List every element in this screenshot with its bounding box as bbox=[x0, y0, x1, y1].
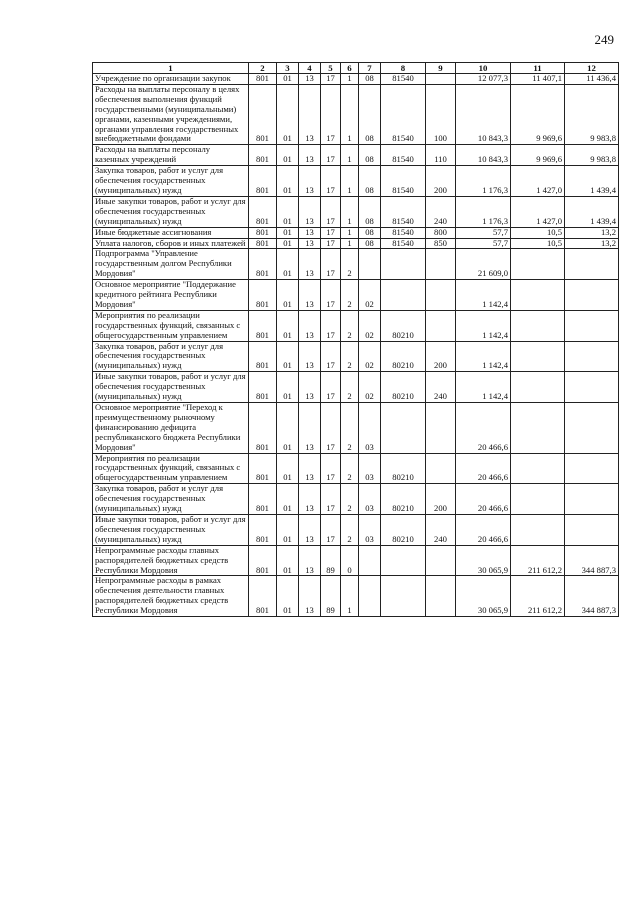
row-cell-8: 81540 bbox=[381, 74, 426, 85]
column-header-3: 3 bbox=[277, 63, 299, 74]
row-cell-6: 1 bbox=[341, 166, 359, 197]
row-cell-8: 80210 bbox=[381, 484, 426, 515]
row-cell-12 bbox=[565, 453, 619, 484]
row-cell-5: 17 bbox=[321, 166, 341, 197]
row-cell-8 bbox=[381, 403, 426, 454]
row-cell-2: 801 bbox=[249, 196, 277, 227]
row-cell-2: 801 bbox=[249, 74, 277, 85]
row-cell-11 bbox=[511, 453, 565, 484]
row-cell-11: 11 407,1 bbox=[511, 74, 565, 85]
row-cell-8: 80210 bbox=[381, 453, 426, 484]
row-cell-11: 1 427,0 bbox=[511, 166, 565, 197]
row-cell-11: 211 612,2 bbox=[511, 545, 565, 576]
column-header-12: 12 bbox=[565, 63, 619, 74]
row-name-cell: Непрограммные расходы главных распорядителей бюджетных средств Республики Мордовия bbox=[93, 545, 249, 576]
row-cell-2: 801 bbox=[249, 484, 277, 515]
row-cell-8: 80210 bbox=[381, 514, 426, 545]
row-name-cell: Закупка товаров, работ и услуг для обеспечения государственных (муниципальных) нужд bbox=[93, 341, 249, 372]
row-cell-4: 13 bbox=[299, 145, 321, 166]
row-cell-9: 200 bbox=[426, 166, 456, 197]
row-cell-10: 30 065,9 bbox=[456, 545, 511, 576]
row-name-cell: Уплата налогов, сборов и иных платежей bbox=[93, 238, 249, 249]
row-cell-10: 57,7 bbox=[456, 227, 511, 238]
row-cell-5: 17 bbox=[321, 74, 341, 85]
row-cell-5: 17 bbox=[321, 84, 341, 144]
column-header-2: 2 bbox=[249, 63, 277, 74]
table-row bbox=[93, 249, 619, 280]
row-cell-8 bbox=[381, 280, 426, 311]
column-header-6: 6 bbox=[341, 63, 359, 74]
row-cell-11 bbox=[511, 403, 565, 454]
table-row bbox=[93, 403, 619, 454]
row-cell-2: 801 bbox=[249, 403, 277, 454]
row-cell-5: 89 bbox=[321, 576, 341, 617]
row-cell-11 bbox=[511, 280, 565, 311]
row-cell-7: 03 bbox=[359, 514, 381, 545]
row-cell-3: 01 bbox=[277, 453, 299, 484]
table-row bbox=[93, 453, 619, 484]
row-cell-2: 801 bbox=[249, 280, 277, 311]
row-cell-2: 801 bbox=[249, 238, 277, 249]
row-cell-7: 08 bbox=[359, 227, 381, 238]
row-cell-8: 80210 bbox=[381, 341, 426, 372]
row-cell-6: 2 bbox=[341, 484, 359, 515]
row-cell-3: 01 bbox=[277, 227, 299, 238]
row-cell-7: 03 bbox=[359, 484, 381, 515]
row-name-cell: Основное мероприятие "Переход к преимущественному рыночному финансированию дефицита республиканского бюджета Республики Мордовия" bbox=[93, 403, 249, 454]
row-cell-12: 1 439,4 bbox=[565, 166, 619, 197]
column-header-5: 5 bbox=[321, 63, 341, 74]
row-cell-12 bbox=[565, 341, 619, 372]
row-cell-7: 02 bbox=[359, 372, 381, 403]
table-row bbox=[93, 84, 619, 144]
row-name-cell: Расходы на выплаты персоналу казенных учреждений bbox=[93, 145, 249, 166]
row-cell-3: 01 bbox=[277, 238, 299, 249]
row-cell-11: 10,5 bbox=[511, 238, 565, 249]
row-cell-4: 13 bbox=[299, 166, 321, 197]
row-cell-6: 2 bbox=[341, 280, 359, 311]
row-cell-6: 1 bbox=[341, 227, 359, 238]
row-cell-6: 2 bbox=[341, 249, 359, 280]
row-cell-5: 17 bbox=[321, 341, 341, 372]
row-cell-7: 03 bbox=[359, 453, 381, 484]
table-row bbox=[93, 545, 619, 576]
row-cell-7: 02 bbox=[359, 310, 381, 341]
row-cell-12: 11 436,4 bbox=[565, 74, 619, 85]
row-cell-3: 01 bbox=[277, 403, 299, 454]
table-row bbox=[93, 145, 619, 166]
row-cell-2: 801 bbox=[249, 576, 277, 617]
row-cell-11: 1 427,0 bbox=[511, 196, 565, 227]
row-cell-3: 01 bbox=[277, 484, 299, 515]
row-cell-11 bbox=[511, 484, 565, 515]
row-cell-12 bbox=[565, 310, 619, 341]
row-name-cell: Расходы на выплаты персоналу в целях обеспечения выполнения функций государственными (муниципальными) органами, казенными учреждениями, органами управления государственных внебюджетными фондами bbox=[93, 84, 249, 144]
row-cell-6: 0 bbox=[341, 545, 359, 576]
row-cell-4: 13 bbox=[299, 249, 321, 280]
row-cell-10: 1 176,3 bbox=[456, 166, 511, 197]
row-cell-5: 17 bbox=[321, 372, 341, 403]
row-cell-3: 01 bbox=[277, 84, 299, 144]
table-row bbox=[93, 484, 619, 515]
row-cell-8: 81540 bbox=[381, 227, 426, 238]
table-row bbox=[93, 514, 619, 545]
row-cell-9: 200 bbox=[426, 484, 456, 515]
row-cell-6: 2 bbox=[341, 372, 359, 403]
row-cell-8: 80210 bbox=[381, 372, 426, 403]
row-cell-7: 08 bbox=[359, 145, 381, 166]
row-cell-9 bbox=[426, 576, 456, 617]
row-cell-10: 1 142,4 bbox=[456, 372, 511, 403]
table-header-row bbox=[93, 63, 619, 74]
row-cell-2: 801 bbox=[249, 227, 277, 238]
table-row bbox=[93, 166, 619, 197]
row-cell-8 bbox=[381, 576, 426, 617]
row-cell-9 bbox=[426, 280, 456, 311]
row-cell-11: 10,5 bbox=[511, 227, 565, 238]
row-cell-10: 1 142,4 bbox=[456, 341, 511, 372]
row-cell-10: 1 142,4 bbox=[456, 280, 511, 311]
row-cell-3: 01 bbox=[277, 145, 299, 166]
row-cell-12: 1 439,4 bbox=[565, 196, 619, 227]
column-header-9: 9 bbox=[426, 63, 456, 74]
row-name-cell: Закупка товаров, работ и услуг для обеспечения государственных (муниципальных) нужд bbox=[93, 166, 249, 197]
row-cell-2: 801 bbox=[249, 372, 277, 403]
row-cell-11 bbox=[511, 514, 565, 545]
row-name-cell: Мероприятия по реализации государственных функций, связанных с общегосударственным управлением bbox=[93, 310, 249, 341]
row-cell-8: 81540 bbox=[381, 196, 426, 227]
row-cell-6: 2 bbox=[341, 310, 359, 341]
row-cell-3: 01 bbox=[277, 341, 299, 372]
row-cell-7: 08 bbox=[359, 196, 381, 227]
row-cell-7: 02 bbox=[359, 341, 381, 372]
row-cell-5: 17 bbox=[321, 145, 341, 166]
row-cell-5: 17 bbox=[321, 238, 341, 249]
row-name-cell: Непрограммные расходы в рамках обеспечения деятельности главных распорядителей бюджетных средств Республики Мордовия bbox=[93, 576, 249, 617]
row-cell-7: 08 bbox=[359, 84, 381, 144]
budget-table bbox=[92, 62, 619, 617]
row-name-cell: Иные закупки товаров, работ и услуг для обеспечения государственных (муниципальных) нужд bbox=[93, 196, 249, 227]
row-cell-9 bbox=[426, 453, 456, 484]
row-name-cell: Учреждение по организации закупок bbox=[93, 74, 249, 85]
row-cell-6: 1 bbox=[341, 238, 359, 249]
row-cell-8: 81540 bbox=[381, 84, 426, 144]
row-cell-4: 13 bbox=[299, 227, 321, 238]
row-cell-2: 801 bbox=[249, 341, 277, 372]
row-cell-10: 30 065,9 bbox=[456, 576, 511, 617]
row-cell-5: 89 bbox=[321, 545, 341, 576]
row-cell-2: 801 bbox=[249, 84, 277, 144]
row-cell-2: 801 bbox=[249, 145, 277, 166]
row-cell-7: 08 bbox=[359, 166, 381, 197]
row-cell-4: 13 bbox=[299, 484, 321, 515]
row-cell-10: 10 843,3 bbox=[456, 145, 511, 166]
row-cell-3: 01 bbox=[277, 280, 299, 311]
column-header-10: 10 bbox=[456, 63, 511, 74]
row-name-cell: Иные бюджетные ассигнования bbox=[93, 227, 249, 238]
row-cell-11 bbox=[511, 372, 565, 403]
row-cell-7 bbox=[359, 249, 381, 280]
row-cell-12 bbox=[565, 484, 619, 515]
row-cell-2: 801 bbox=[249, 453, 277, 484]
row-cell-9 bbox=[426, 249, 456, 280]
row-cell-11: 9 969,6 bbox=[511, 145, 565, 166]
row-cell-9: 240 bbox=[426, 196, 456, 227]
row-cell-3: 01 bbox=[277, 576, 299, 617]
row-name-cell: Иные закупки товаров, работ и услуг для обеспечения государственных (муниципальных) нужд bbox=[93, 514, 249, 545]
row-cell-4: 13 bbox=[299, 280, 321, 311]
column-header-7: 7 bbox=[359, 63, 381, 74]
row-cell-3: 01 bbox=[277, 166, 299, 197]
row-cell-5: 17 bbox=[321, 249, 341, 280]
row-cell-7: 08 bbox=[359, 238, 381, 249]
row-cell-9: 240 bbox=[426, 514, 456, 545]
row-cell-4: 13 bbox=[299, 84, 321, 144]
row-name-cell: Основное мероприятие "Поддержание кредитного рейтинга Республики Мордовия" bbox=[93, 280, 249, 311]
table-row bbox=[93, 341, 619, 372]
row-cell-6: 2 bbox=[341, 341, 359, 372]
row-cell-9: 110 bbox=[426, 145, 456, 166]
column-header-8: 8 bbox=[381, 63, 426, 74]
row-name-cell: Иные закупки товаров, работ и услуг для обеспечения государственных (муниципальных) нужд bbox=[93, 372, 249, 403]
row-name-cell: Подпрограмма "Управление государственным долгом Республики Мордовия" bbox=[93, 249, 249, 280]
page-number: 249 bbox=[594, 32, 614, 47]
row-cell-3: 01 bbox=[277, 310, 299, 341]
row-cell-9: 240 bbox=[426, 372, 456, 403]
row-cell-2: 801 bbox=[249, 514, 277, 545]
row-cell-10: 1 142,4 bbox=[456, 310, 511, 341]
row-cell-9: 850 bbox=[426, 238, 456, 249]
row-cell-9 bbox=[426, 310, 456, 341]
row-cell-12: 9 983,8 bbox=[565, 145, 619, 166]
row-name-cell: Закупка товаров, работ и услуг для обеспечения государственных (муниципальных) нужд bbox=[93, 484, 249, 515]
row-cell-12 bbox=[565, 403, 619, 454]
row-cell-2: 801 bbox=[249, 166, 277, 197]
column-header-4: 4 bbox=[299, 63, 321, 74]
row-cell-5: 17 bbox=[321, 514, 341, 545]
row-cell-12 bbox=[565, 249, 619, 280]
column-header-1: 1 bbox=[93, 63, 249, 74]
row-cell-10: 1 176,3 bbox=[456, 196, 511, 227]
row-cell-7: 08 bbox=[359, 74, 381, 85]
row-cell-4: 13 bbox=[299, 310, 321, 341]
row-cell-6: 1 bbox=[341, 84, 359, 144]
row-cell-4: 13 bbox=[299, 545, 321, 576]
table-row bbox=[93, 227, 619, 238]
table-row bbox=[93, 280, 619, 311]
row-cell-10: 21 609,0 bbox=[456, 249, 511, 280]
row-cell-2: 801 bbox=[249, 545, 277, 576]
row-cell-4: 13 bbox=[299, 238, 321, 249]
row-cell-3: 01 bbox=[277, 514, 299, 545]
row-cell-5: 17 bbox=[321, 280, 341, 311]
row-cell-12 bbox=[565, 280, 619, 311]
row-cell-9 bbox=[426, 403, 456, 454]
table-row bbox=[93, 576, 619, 617]
row-cell-10: 20 466,6 bbox=[456, 514, 511, 545]
row-cell-5: 17 bbox=[321, 453, 341, 484]
row-cell-3: 01 bbox=[277, 74, 299, 85]
row-cell-8: 81540 bbox=[381, 145, 426, 166]
table-row bbox=[93, 310, 619, 341]
row-cell-6: 2 bbox=[341, 453, 359, 484]
row-cell-4: 13 bbox=[299, 372, 321, 403]
row-cell-3: 01 bbox=[277, 249, 299, 280]
table-row bbox=[93, 74, 619, 85]
row-name-cell: Мероприятия по реализации государственных функций, связанных с общегосударственным управлением bbox=[93, 453, 249, 484]
row-cell-7 bbox=[359, 576, 381, 617]
row-cell-4: 13 bbox=[299, 74, 321, 85]
row-cell-12: 13,2 bbox=[565, 238, 619, 249]
row-cell-11 bbox=[511, 249, 565, 280]
row-cell-5: 17 bbox=[321, 484, 341, 515]
table-body bbox=[93, 74, 619, 617]
row-cell-12 bbox=[565, 372, 619, 403]
row-cell-6: 1 bbox=[341, 576, 359, 617]
row-cell-6: 1 bbox=[341, 196, 359, 227]
row-cell-5: 17 bbox=[321, 196, 341, 227]
row-cell-5: 17 bbox=[321, 403, 341, 454]
row-cell-11: 9 969,6 bbox=[511, 84, 565, 144]
row-cell-6: 2 bbox=[341, 514, 359, 545]
row-cell-3: 01 bbox=[277, 196, 299, 227]
row-cell-3: 01 bbox=[277, 372, 299, 403]
row-cell-8: 81540 bbox=[381, 238, 426, 249]
row-cell-8: 80210 bbox=[381, 310, 426, 341]
row-cell-12: 344 887,3 bbox=[565, 545, 619, 576]
row-cell-9 bbox=[426, 74, 456, 85]
row-cell-8 bbox=[381, 545, 426, 576]
row-cell-4: 13 bbox=[299, 196, 321, 227]
row-cell-6: 1 bbox=[341, 74, 359, 85]
row-cell-7: 02 bbox=[359, 280, 381, 311]
row-cell-7: 03 bbox=[359, 403, 381, 454]
row-cell-9 bbox=[426, 545, 456, 576]
row-cell-10: 20 466,6 bbox=[456, 453, 511, 484]
row-cell-9: 100 bbox=[426, 84, 456, 144]
row-cell-11: 211 612,2 bbox=[511, 576, 565, 617]
row-cell-10: 20 466,6 bbox=[456, 484, 511, 515]
row-cell-8 bbox=[381, 249, 426, 280]
table-row bbox=[93, 372, 619, 403]
table-row bbox=[93, 238, 619, 249]
row-cell-9: 800 bbox=[426, 227, 456, 238]
row-cell-11 bbox=[511, 310, 565, 341]
row-cell-4: 13 bbox=[299, 514, 321, 545]
row-cell-10: 12 077,3 bbox=[456, 74, 511, 85]
row-cell-9: 200 bbox=[426, 341, 456, 372]
row-cell-4: 13 bbox=[299, 341, 321, 372]
table-row bbox=[93, 196, 619, 227]
row-cell-12 bbox=[565, 514, 619, 545]
row-cell-2: 801 bbox=[249, 310, 277, 341]
row-cell-12: 13,2 bbox=[565, 227, 619, 238]
row-cell-5: 17 bbox=[321, 310, 341, 341]
row-cell-6: 2 bbox=[341, 403, 359, 454]
row-cell-12: 9 983,8 bbox=[565, 84, 619, 144]
row-cell-4: 13 bbox=[299, 403, 321, 454]
row-cell-2: 801 bbox=[249, 249, 277, 280]
row-cell-12: 344 887,3 bbox=[565, 576, 619, 617]
row-cell-8: 81540 bbox=[381, 166, 426, 197]
row-cell-3: 01 bbox=[277, 545, 299, 576]
row-cell-11 bbox=[511, 341, 565, 372]
column-header-11: 11 bbox=[511, 63, 565, 74]
row-cell-4: 13 bbox=[299, 453, 321, 484]
row-cell-7 bbox=[359, 545, 381, 576]
row-cell-10: 10 843,3 bbox=[456, 84, 511, 144]
row-cell-5: 17 bbox=[321, 227, 341, 238]
row-cell-10: 20 466,6 bbox=[456, 403, 511, 454]
row-cell-6: 1 bbox=[341, 145, 359, 166]
row-cell-10: 57,7 bbox=[456, 238, 511, 249]
row-cell-4: 13 bbox=[299, 576, 321, 617]
